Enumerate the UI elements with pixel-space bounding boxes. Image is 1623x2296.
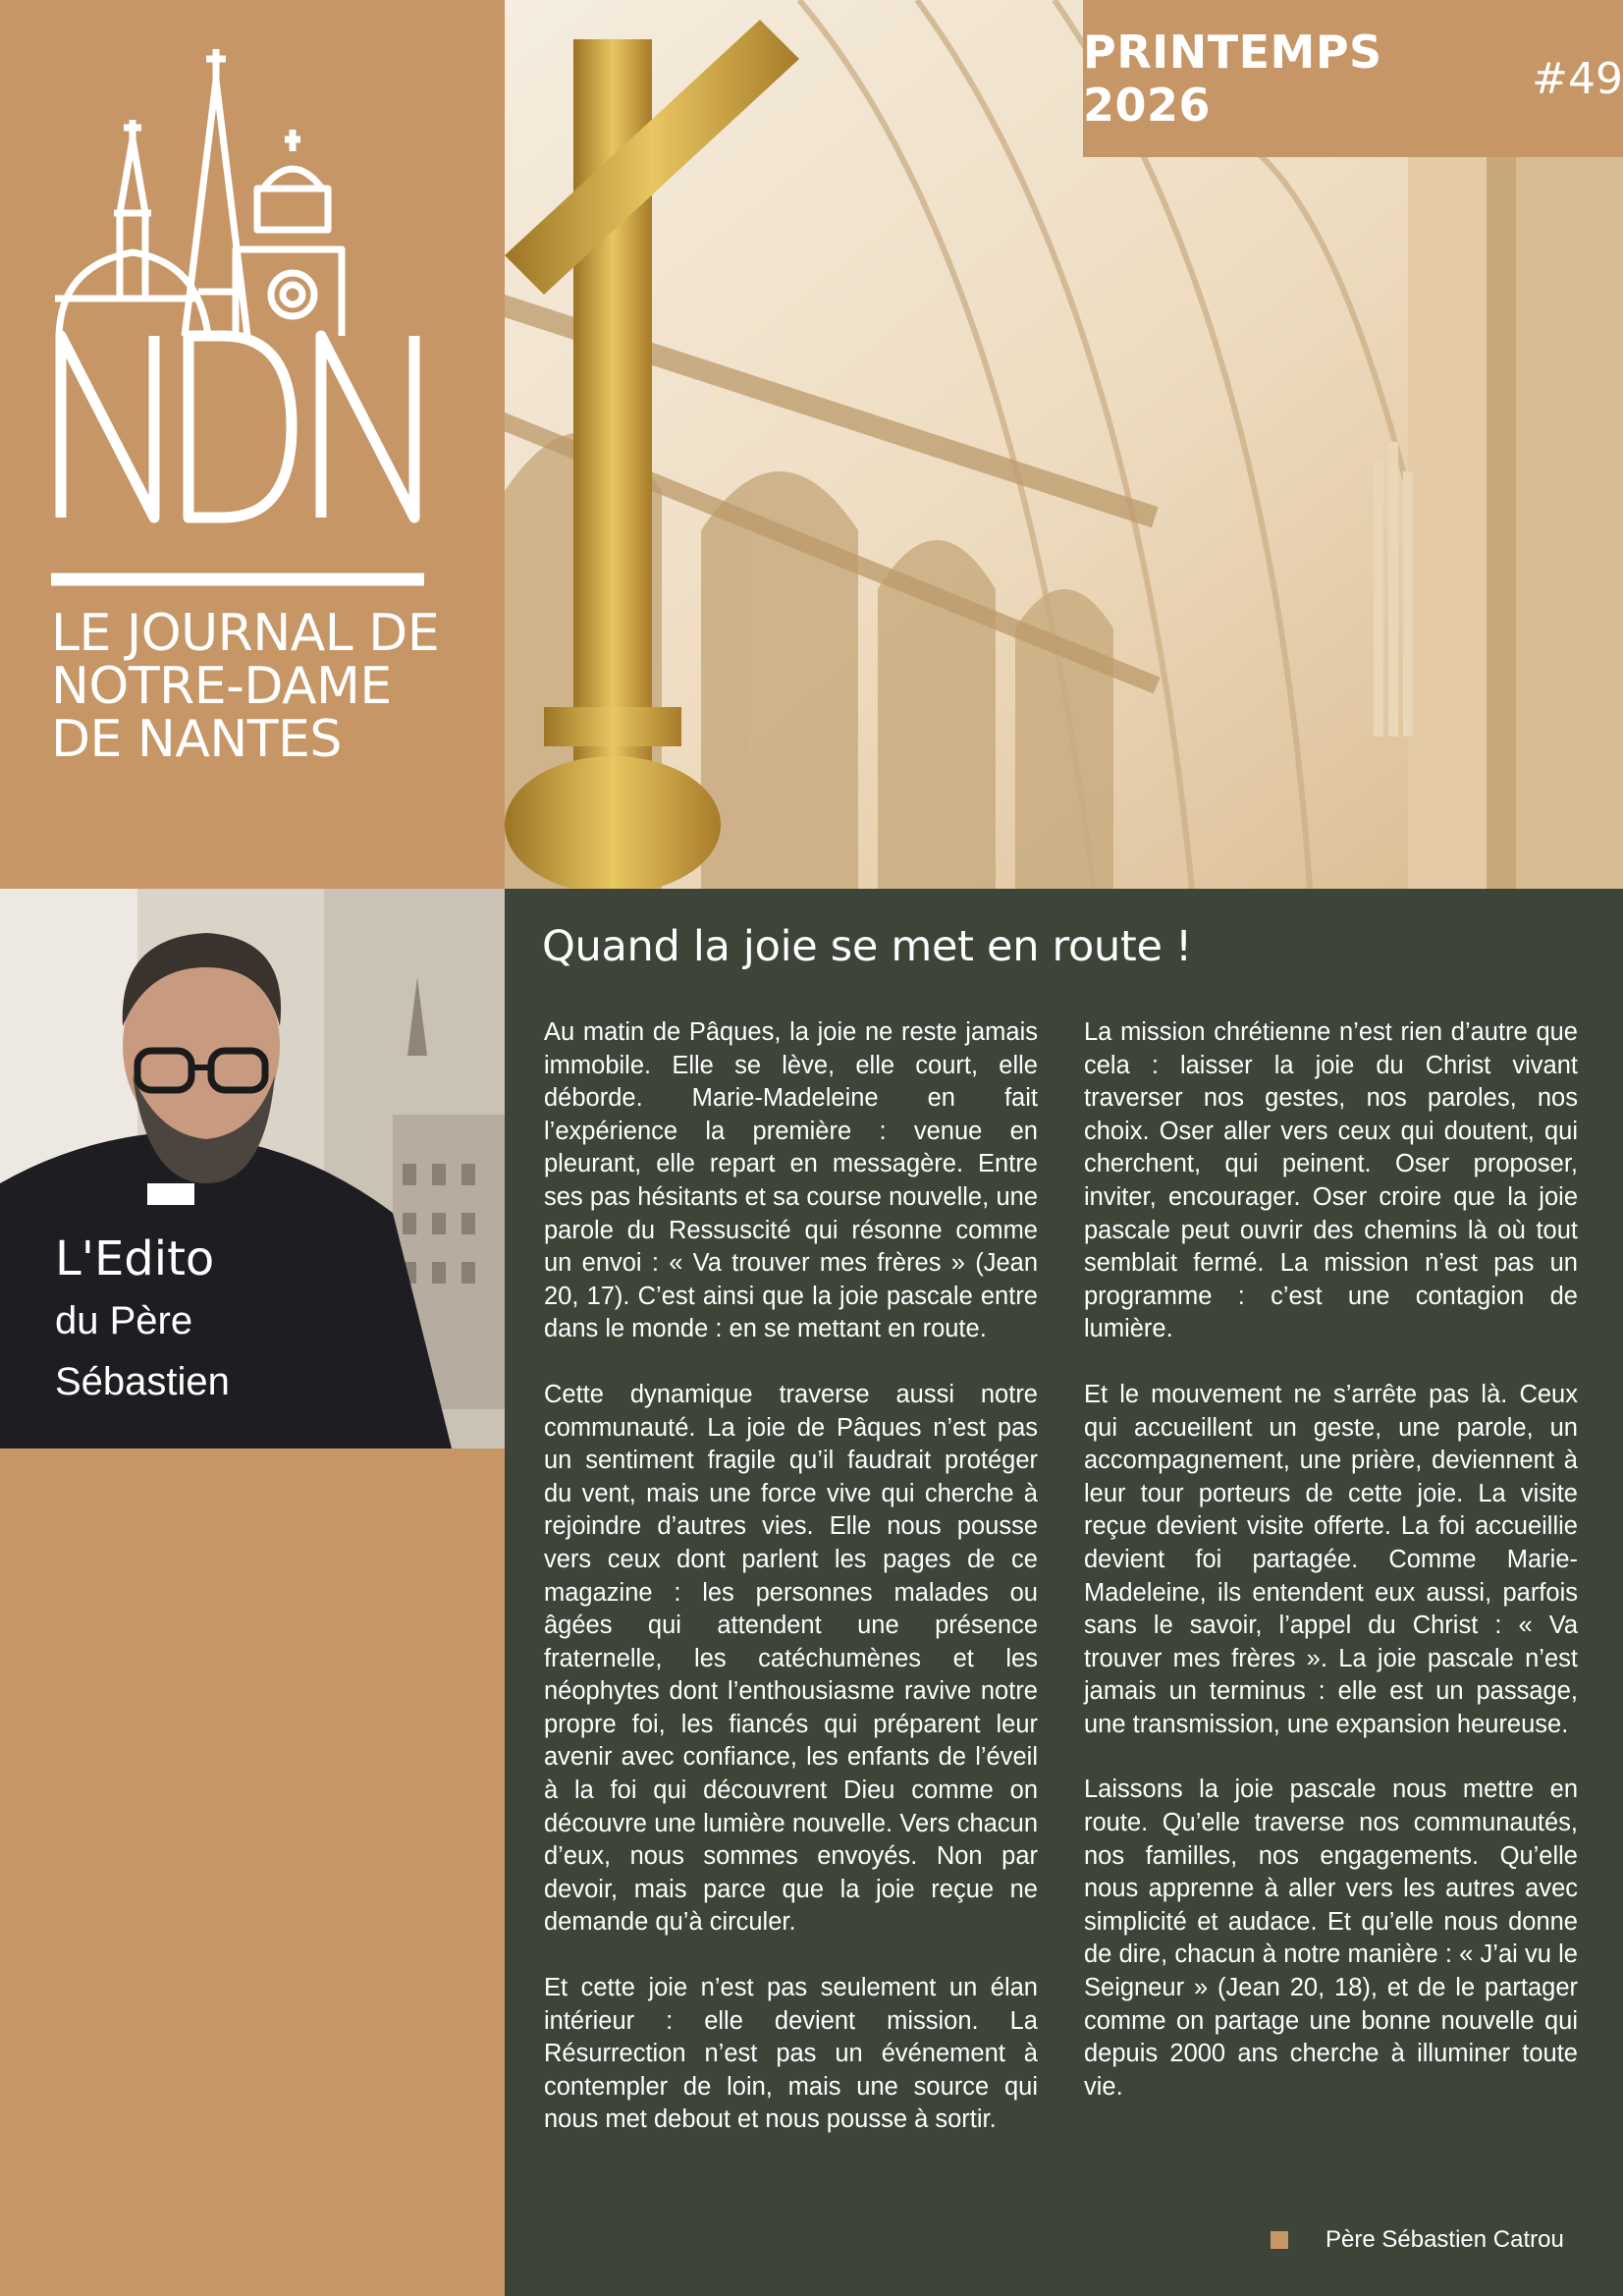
article-paragraph: Cette dynamique traverse aussi notre communauté. La joie de Pâques n’est pas un sentiment fragile qu’il faudrait protéger du vent, mais une force vive qui cherche à rejoindre d’autres vies. Elle nous pousse vers ceux dont parlent les pages de ce magazine : les personnes malades ou âgées qui attendent une présence fraternelle, les catéchumènes et les néophytes dont l’enthousiasme ravive notre propre foi, les fiancés qui préparent leur avenir avec confiance, les enfants de l’éveil à la foi qui découvrent Dieu comme on découvre une lumière nouvelle. Vers chacun d’eux, nous sommes envoyés. Non par devoir, mais parce que la joie reçue ne demande qu’à circuler. (544, 1380, 1038, 1937)
article-paragraph: Et cette joie n’est pas seulement un élan intérieur : elle devient mission. La Résurrection n’est pas un événement à contempler de loin, mais une source qui nous met debout et nous pousse à sortir. (544, 1974, 1038, 2134)
edito-label (55, 1228, 230, 1412)
article-paragraph: La mission chrétienne n’est rien d’autre que cela : laisser la joie du Christ vivant traverser nos gestes, nos paroles, nos choix. Oser aller vers ceux qui doutent, qui cherchent, qui peinent. Oser proposer, inviter, encourager. Oser croire que la joie pascale peut ouvrir des chemins là où tout semblait fermé. La mission n’est pas un programme : c’est une contagion de lumière. (1084, 1018, 1578, 1343)
article-paragraph: Laissons la joie pascale nous mettre en route. Qu’elle traverse nos communautés, nos familles, nos engagements. Qu’elle nous apprenne à aller vers les autres avec simplicité et audace. Et qu’elle nous donne de dire, chacun à notre manière : « J’ai vu le Seigneur » (Jean 20, 18), et de le partager comme on partage une bonne nouvelle qui depuis 2000 ans cherche à illuminer toute vie. (1084, 1776, 1578, 2101)
issue-badge (1083, 0, 1623, 157)
decorative-panel (0, 1449, 505, 2296)
article-paragraph: Au matin de Pâques, la joie ne reste jamais immobile. Elle se lève, elle court, elle déborde. Marie-Madeleine en fait l’expérience la première : venue en pleurant, elle repart en messagère. Entre ses pas hésitants et sa course nouvelle, une parole du Ressuscité qui résonne comme un envoi : « Va trouver mes frères » (Jean 20, 17). C’est ainsi que la joie pascale entre dans le monde : en se mettant en route. (544, 1018, 1038, 1343)
issue-number: #49 (1532, 53, 1623, 104)
journal-title-line: NOTRE-DAME (51, 657, 392, 716)
edito-subtitle: du Père (55, 1299, 193, 1342)
article-column-left (544, 1016, 1038, 2169)
article-column-right (1084, 1016, 1578, 2136)
edito-subtitle: Sébastien (55, 1360, 230, 1403)
author-signature (1271, 2226, 1564, 2254)
journal-title (51, 604, 463, 769)
journal-title-line: DE NANTES (51, 710, 342, 769)
cathedral-logo-icon (51, 41, 424, 591)
journal-title-line: LE JOURNAL DE (51, 604, 440, 663)
author-name: Père Sébastien Catrou (1325, 2226, 1564, 2253)
issue-season: PRINTEMPS 2026 (1083, 26, 1382, 132)
article-paragraph: Et le mouvement ne s’arrête pas là. Ceux qui accueillent un geste, une parole, un accompagnement, une prière, deviennent à leur tour porteurs de cette joie. La visite reçue devient visite offerte. La foi accueillie devient foi partagée. Comme Marie-Madeleine, ils entendent eux aussi, parfois sans le savoir, l’appel du Christ : « Va trouver mes frères ». La joie pascale n’est jamais un terminus : elle est un passage, une transmission, une expansion heureuse. (1084, 1380, 1578, 1738)
square-bullet-icon (1271, 2231, 1288, 2249)
masthead-panel (0, 0, 505, 889)
editorial-article (505, 889, 1623, 2296)
article-title: Quand la joie se met en route ! (542, 922, 1192, 971)
edito-title: L'Edito (55, 1231, 215, 1286)
